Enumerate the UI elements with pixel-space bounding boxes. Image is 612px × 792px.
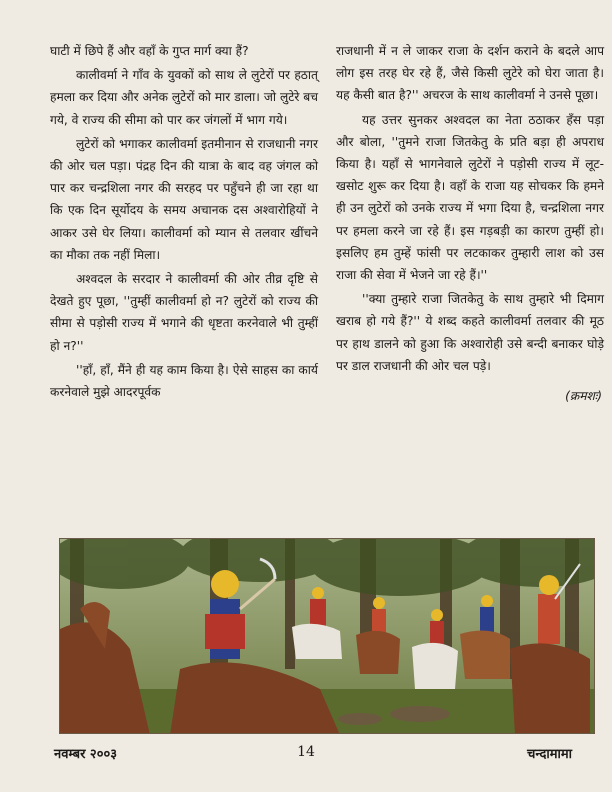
left-paragraph-2: कालीवर्मा ने गाँव के युवकों को साथ ले लुटेरों पर हठात्‌ हमला कर दिया और अनेक लुटेरों को मार डाला। जो लुटेरे बच गये, वे राज्य की सीमा को पार कर जंगलों में भाग गये। [50, 68, 318, 127]
right-paragraph-3: ''क्या तुम्हारे राजा जितकेतु के साथ तुम्हारे भी दिमाग खराब हो गये हैं?'' ये शब्द कहते कालीवर्मा तलवार की मूठ पर हाथ डालने को हुआ कि अश्वारोही उसे बन्दी बनाकर घोड़े पर डाल राजधानी की ओर चल पड़े। [336, 292, 604, 373]
page-footer [0, 744, 612, 766]
right-paragraph-1: राजधानी में न ले जाकर राजा के दर्शन कराने के बदले आप लोग इस तरह घेर रहे हैं, जैसे किसी लुटेरे को घेरा जाता है। यह कैसी बात है?'' अचरज के साथ कालीवर्मा ने उनसे पूछा। [336, 44, 604, 103]
left-text-column [50, 40, 318, 403]
right-paragraph-2: यह उत्तर सुनकर अश्वदल का नेता ठठाकर हँस पड़ा और बोला, ''तुमने राजा जितकेतु के प्रति बड़ा ही अपराध किया है। यहाँ से भागनेवाले लुटेरों ने पड़ोसी राज्य में लूट-खसोट शुरू कर दिया है। वहाँ के राजा यह सोचकर कि हमने ही उन लुटेरों को उनके राज्य में भगा दिया है, चन्द्रशिला नगर पर हमला करने जा रहे हैं। इस गड़बड़ी का कारण तुम्हीं हो। इसलिए हम तुम्हें फांसी पर लटकाकर तुम्हारी लाश को उस राजा की सेवा में भेजने जा रहे हैं।'' [336, 112, 604, 283]
right-text-column [336, 40, 604, 407]
left-paragraph-5: ''हाँ, हाँ, मैंने ही यह काम किया है। ऐसे साहस का कार्य करनेवाले मुझे आदरपूर्वक [50, 362, 318, 400]
issue-month: नवम्बर २००३ [54, 747, 117, 762]
magazine-name: चन्दामामा [527, 747, 572, 762]
forest-horsemen-illustration [60, 539, 595, 734]
story-illustration [59, 538, 595, 734]
to-be-continued-label: (क्रमशः) [565, 389, 602, 404]
rock [390, 706, 450, 722]
rock-2 [338, 713, 382, 725]
left-paragraph-1: घाटी में छिपे हैं और वहाँ के गुप्त मार्ग क्या हैं? [50, 44, 249, 58]
left-paragraph-3: लुटेरों को भगाकर कालीवर्मा इतमीनान से राजधानी नगर की ओर चल पड़ा। पंद्रह दिन की यात्रा के बाद वह जंगल को पार कर चन्द्रशिला नगर की सरहद पर पहुँचने ही जा रहा था कि एक दिन सूर्योदय के समय अचानक दस अश्वारोहियों ने आकर उसे घेर लिया। कालीवर्मा को म्यान से तलवार खींचने का मौका तक नहीं मिला। [50, 136, 318, 262]
left-paragraph-4: अश्वदल के सरदार ने कालीवर्मा की ओर तीव्र दृष्टि से देखते हुए पूछा, ''तुम्हीं कालीवर्मा हो न? लुटेरों को राज्य की सीमा से पड़ोसी राज्य में भगाने की धृष्टता करनेवाले भी तुम्हीं हो न?'' [50, 272, 318, 353]
page-number: 14 [297, 744, 315, 760]
